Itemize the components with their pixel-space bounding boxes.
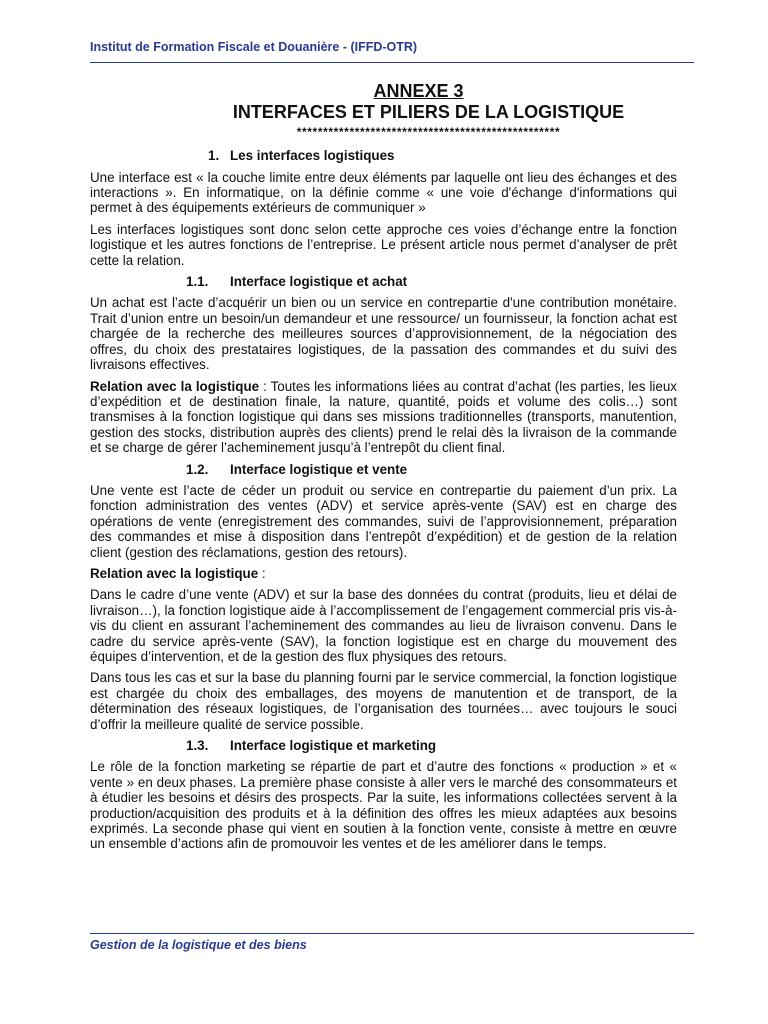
section-title: Interface logistique et marketing	[230, 738, 437, 754]
section-number: 1.	[208, 148, 220, 164]
section-heading-1	[90, 148, 677, 163]
paragraph: Les interfaces logistiques sont donc selon cette approche ces voies d’échange entre la fonction logistique et les autres fonctions de l’entreprise. Le présent article nous permet d’analyser de prêt cette la relation.	[90, 221, 677, 268]
section-number: 1.1.	[186, 274, 209, 290]
paragraph: Une interface est « la couche limite entre deux éléments par laquelle ont lieu des échanges et des interactions ». En informatique, on la définie comme « une voie d'échange d'informations qui permet à des équipements extérieurs de communiquer »	[90, 169, 677, 216]
page-content	[90, 81, 677, 858]
section-title: Interface logistique et vente	[230, 461, 408, 477]
paragraph: Le rôle de la fonction marketing se répartie de part et d’autre des fonctions « production » et « vente » en deux phases. La première phase consiste à aller vers le marché des consommateurs et à étudier les besoins et désirs des prospects. Par la suite, les informations collectées servent à la production/acquisition des produits et à la définition des offres les mieux adaptées aux besoins exprimés. La seconde phase qui vient en soutien à la fonction vente, consiste à mettre en œuvre un ensemble d’actions afin de promouvoir les ventes et de les améliorer dans le temps.	[90, 759, 677, 852]
section-heading-1-2	[90, 462, 677, 477]
annex-label: ANNEXE 3	[373, 81, 464, 101]
section-number: 1.3.	[186, 738, 209, 754]
relation-paragraph	[90, 566, 677, 581]
section-title: Interface logistique et achat	[230, 274, 408, 290]
relation-paragraph	[90, 379, 677, 456]
section-heading-1-1	[90, 274, 677, 289]
section-title: Les interfaces logistiques	[230, 148, 395, 164]
section-number: 1.2.	[186, 461, 209, 477]
section-heading-1-3	[90, 738, 677, 753]
relation-text: : Toutes les informations liées au contrat d’achat (les parties, les lieux d’expédition et de destination finale, la nature, quantité, poids et volume des colis…) sont transmises à la fonction logistique qui dans ses missions traditionnelles (transports, manutention, gestion des stocks, distribution auprès des clients) prend le relai dès la livraison de la commande et se charge de gérer l’acheminement jusqu’à l’entrepôt du client final.	[90, 378, 677, 456]
running-footer: Gestion de la logistique et des biens	[90, 938, 307, 952]
header-rule	[90, 62, 694, 63]
footer-rule	[90, 933, 694, 934]
relation-text: :	[258, 565, 266, 581]
paragraph: Dans le cadre d’une vente (ADV) et sur la base des données du contrat (produits, lieu et délai de livraison…), la fonction logistique aide à l’accomplissement de l’engagement commercial pris vis-à-vis du client en assurant l’acheminement des commandes au lieu de livraison convenu. Dans le cadre du service après-vente (SAV), la fonction logistique est en charge du mouvement des équipes d’intervention, et de la gestion des flux physiques des retours.	[90, 587, 677, 664]
title-separator: **************************************************	[296, 124, 561, 139]
paragraph: Une vente est l’acte de céder un produit ou service en contrepartie du paiement d’un prix. La fonction administration des ventes (ADV) et service après-vente (SAV) est en charge des opérations de vente (enregistrement des commandes, suivi de l’approvisionnement, préparation des commandes et mise à disposition dans l’entrepôt d’expédition) et de gestion de la relation client (gestion des réclamations, gestion des retours).	[90, 482, 677, 560]
document-title: INTERFACES ET PILIERS DE LA LOGISTIQUE	[232, 102, 625, 123]
relation-label: Relation avec la logistique	[90, 378, 260, 394]
relation-label: Relation avec la logistique	[90, 565, 259, 581]
paragraph: Dans tous les cas et sur la base du planning fourni par le service commercial, la fonction logistique est chargée du choix des emballages, des moyens de manutention et de transport, de la détermination des réseaux logistiques, de l’organisation des tournées… avec toujours le souci d’offrir la meilleure qualité de service possible.	[90, 670, 677, 732]
running-header: Institut de Formation Fiscale et Douanière - (IFFD-OTR)	[90, 40, 418, 54]
paragraph: Un achat est l’acte d’acquérir un bien ou un service en contrepartie d'une contribution monétaire. Trait d’union entre un besoin/un demandeur et une ressource/ un fournisseur, la fonction achat est chargée de la recherche des meilleures sources d’approvisionnement, de la négociation des offres, du choix des prestataires logistiques, de la passation des commandes et du suivi des livraisons effectives.	[90, 295, 677, 373]
